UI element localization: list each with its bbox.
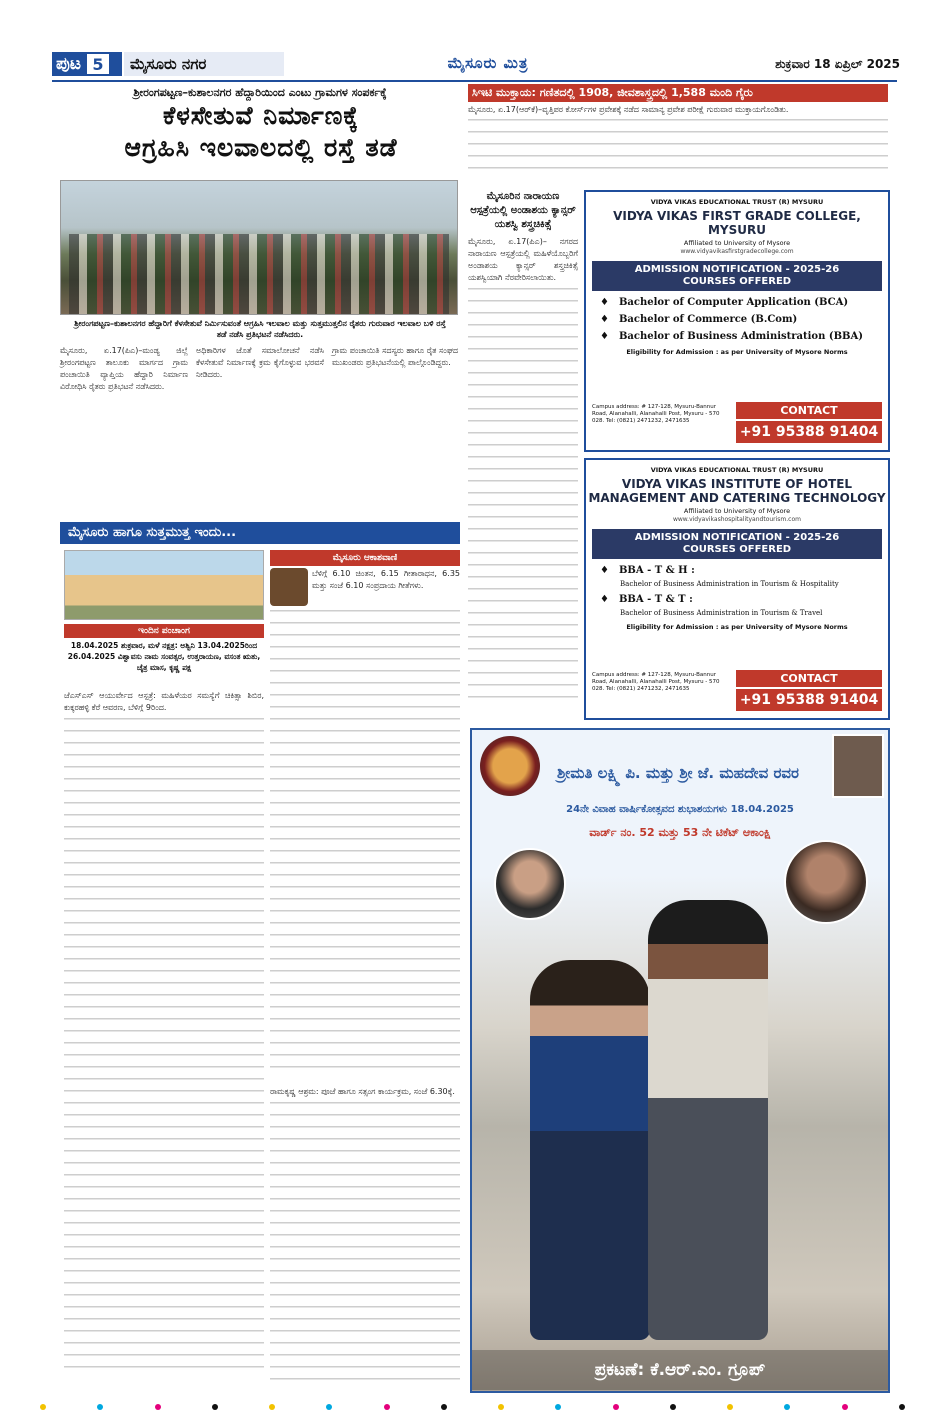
diamond-bullet-icon: ♦ (600, 594, 609, 605)
ad2-phone: +91 95388 91404 (736, 689, 882, 711)
ad1-phone: +91 95388 91404 (736, 421, 882, 443)
ad1-url: www.vidyavikasfirstgradecollege.com (680, 248, 794, 255)
diamond-bullet-icon: ♦ (600, 314, 609, 325)
ad-hotel-management (584, 458, 890, 720)
panchanga-text: 18.04.2025 ಶುಕ್ರವಾರ, ಮಳೆ ನಕ್ಷತ್ರ: ಅಶ್ವಿನಿ 13.04.2025ರಿಂದ 26.04.2025 ವಿಶ್ವಾವಸು ನಾಮ ಸಂವತ್ಸರ, ಉತ್ತರಾಯಣ, ವಸಂತ ಋತು, ಚೈತ್ರ ಮಾಸ, ಕೃಷ್ಣ ಪಕ್ಷ (67, 641, 261, 672)
panchanga-title: ಇಂದಿನ ಪಂಚಾಂಗ (64, 624, 264, 638)
ad1-course-label: Bachelor of Computer Application (BCA) (618, 297, 849, 308)
lead-body-col2 (196, 345, 324, 515)
lead-body-col1-text: ಮೈಸೂರು, ಏ.17(ಪಿಎ)–ಮಂಡ್ಯ ಜಿಲ್ಲೆ ಶ್ರೀರಂಗಪಟ್ಟಣ ತಾಲೂಕು ಮಾರ್ಗದ ಗ್ರಾಮ ಪಂಚಾಯಿತಿ ವ್ಯಾಪ್ತಿಯ ಹೆದ್ದಾರಿ ನಿರ್ಮಾಣ ವಿರೋಧಿಸಿ ರೈತರು ಪ್ರತಿಭಟನೆ ನಡೆಸಿದರು. (60, 346, 188, 391)
ad2-footer (592, 670, 882, 712)
ad2-college-name: VIDYA VIKAS INSTITUTE OF HOTEL MANAGEMENT AND CATERING TECHNOLOGY (588, 477, 886, 505)
ad1-notice (592, 261, 882, 291)
cet-body-text: ಮೈಸೂರು, ಏ.17(ಆರ್‌ಕೆ)–ವೃತ್ತಿಪರ ಕೋರ್ಸ್‌ಗಳ ಪ್ರವೇಶಕ್ಕೆ ನಡೆದ ಸಾಮಾನ್ಯ ಪ್ರವೇಶ ಪರೀಕ್ಷೆ ಗುರುವಾರ ಮುಕ್ತಾಯಗೊಂಡಿತು. (468, 105, 789, 114)
ad2-campus-address: Campus address: # 127-128, Mysuru-Bannur Road, Alanahalli, Alanahalli Post, Mysuru - 570 028. Tel: (0821) 2471232, 2471635 (592, 672, 720, 692)
diamond-bullet-icon: ♦ (600, 331, 609, 342)
ad1-notice-line2: COURSES OFFERED (682, 276, 792, 287)
cet-headline: ಸಿಇಟಿ ಮುಕ್ತಾಯ: ಗಣಿತದಲ್ಲಿ 1908, ಜೀವಶಾಸ್ತ್ರದಲ್ಲಿ 1,588 ಮಂದಿ ಗೈರು (468, 84, 888, 102)
ad1-notice-line1: ADMISSION NOTIFICATION - 2025-26 (634, 264, 840, 275)
section-name: ಮೈಸೂರು ನಗರ (124, 52, 284, 76)
lead-body-col3-text: ಗ್ರಾಮ ಪಂಚಾಯಿತಿ ಸದಸ್ಯರು ಹಾಗೂ ರೈತ ಸಂಘದ ಮುಖಂಡರು ಪ್ರತಿಭಟನೆಯಲ್ಲಿ ಪಾಲ್ಗೊಂಡಿದ್ದರು. (332, 346, 458, 367)
ad1-eligibility: Eligibility for Admission : as per University of Mysore Norms (626, 348, 848, 356)
ad-sponsor-footer: ಪ್ರಕಟಣೆ: ಕೆ.ಆರ್.ಎಂ. ಗ್ರೂಪ್ (472, 1350, 888, 1390)
radio-text: ಬೆಳಿಗ್ಗೆ 6.10 ಚಿಂತನ, 6.15 ಗೀತಾರಾಧನ, 6.35 ಮತ್ತು ಸಂಜೆ 6.10 ಸಂಪ್ರದಾಯ ಗೀತೆಗಳು. (312, 569, 460, 590)
print-registration-marks (40, 1402, 905, 1412)
hospital-story-body (468, 236, 578, 726)
radio-icon (270, 568, 308, 606)
diamond-bullet-icon: ♦ (600, 565, 609, 576)
ad1-course-label: Bachelor of Commerce (B.Com) (618, 314, 798, 325)
couple-photo-man (648, 900, 768, 1340)
celebrity-photo-left (494, 848, 566, 920)
ad1-college-name: VIDYA VIKAS FIRST GRADE COLLEGE, MYSURU (613, 209, 861, 237)
lead-photo-caption: ಶ್ರೀರಂಗಪಟ್ಟಣ–ಕುಶಾಲನಗರ ಹೆದ್ದಾರಿಗೆ ಕೆಳಸೇತುವೆ ನಿರ್ಮಿಸುವಂತೆ ಆಗ್ರಹಿಸಿ ಇಲವಾಲ ಮತ್ತು ಸುತ್ತಮುತ್ತಲಿನ ರೈತರು ಗುರುವಾರ ಇಲವಾಲ ಬಳಿ ರಸ್ತೆ ತಡೆ ನಡೆಸಿ ಪ್ರತಿಭಟನೆ ನಡೆಸಿದರು. (74, 319, 446, 339)
anniversary-text: 24ನೇ ವಿವಾಹ ವಾರ್ಷಿಕೋತ್ಸವದ ಶುಭಾಶಯಗಳು 18.04.2025 (566, 804, 794, 815)
ad2-affiliation: Affiliated to University of Mysore (683, 507, 791, 515)
ad2-course-label: BBA - T & T : (618, 594, 693, 605)
lead-headline-line2: ಆಗ್ರಹಿಸಿ ಇಲವಾಲದಲ್ಲಿ ರಸ್ತೆ ತಡೆ (124, 133, 398, 162)
header-rule (52, 80, 897, 82)
page-label: ಪುಟ (56, 54, 81, 74)
page-number: 5 (87, 54, 109, 74)
ad2-url: www.vidyavikashospitalityandtourism.com (672, 516, 801, 523)
couple-names: ಶ್ರೀಮತಿ ಲಕ್ಷ್ಮಿ ಪಿ. ಮತ್ತು ಶ್ರೀ ಜೆ. ಮಹದೇವ ರವರ (557, 764, 799, 782)
ad1-contact-label: CONTACT (736, 402, 882, 419)
hospital-story-title: ಮೈಸೂರಿನ ನಾರಾಯಣ ಆಸ್ಪತ್ರೆಯಲ್ಲಿ ಅಂಡಾಶಯ ಕ್ಯಾನ್ಸರ್ ಯಶಸ್ವಿ ಶಸ್ತ್ರಚಿಕಿತ್ಸೆ (470, 191, 576, 230)
ad2-notice (592, 529, 882, 559)
ad1-trust: VIDYA VIKAS EDUCATIONAL TRUST (R) MYSURU (650, 198, 824, 206)
lead-headline (62, 100, 460, 164)
ad1-affiliation: Affiliated to University of Mysore (683, 239, 791, 247)
ad1-campus-address: Campus address: # 127-128, Mysuru-Bannur Road, Alanahalli, Alanahalli Post, Mysuru - 570 028. Tel: (0821) 2471232, 2471635 (592, 404, 720, 424)
lead-body-col2-text: ಅಧಿಕಾರಿಗಳ ಜೊತೆ ಸಮಾಲೋಚನೆ ನಡೆಸಿ ಕೆಳಸೇತುವೆ ನಿರ್ಮಾಣಕ್ಕೆ ಕ್ರಮ ಕೈಗೊಳ್ಳುವ ಭರವಸೆ ನೀಡಿದರು. (196, 346, 324, 379)
ad2-course-item (600, 565, 888, 576)
ad2-eligibility: Eligibility for Admission : as per University of Mysore Norms (626, 623, 848, 631)
portrait-photo (832, 734, 884, 798)
cet-body (468, 104, 888, 184)
events-list-continued (270, 1086, 460, 1391)
ward-aspirant-text: ವಾರ್ಡ್ ನಂ. 52 ಮತ್ತು 53 ನೇ ಟಿಕೆಟ್ ಆಕಾಂಕ್ಷಿ (589, 826, 771, 839)
ad2-course-desc: Bachelor of Business Administration in Tourism & Travel (620, 609, 823, 617)
celebrity-photo-right (784, 840, 868, 924)
ad2-course-label: BBA - T & H : (618, 565, 695, 576)
ad1-course-item (600, 331, 888, 342)
ad1-course-item (600, 297, 888, 308)
hospital-story-text: ಮೈಸೂರು, ಏ.17(ಪಿಎ)– ನಗರದ ನಾರಾಯಣ ಆಸ್ಪತ್ರೆಯಲ್ಲಿ ಮಹಿಳೆಯೊಬ್ಬರಿಗೆ ಅಂಡಾಶಯ ಕ್ಯಾನ್ಸರ್ ಶಸ್ತ್ರಚಿಕಿತ್ಸೆ ಯಶಸ್ವಿಯಾಗಿ ನೆರವೇರಿಸಲಾಯಿತು. (468, 237, 578, 282)
mysore-palace-image (64, 550, 264, 620)
masthead-logo: ಮೈಸೂರು ಮಿತ್ರ (447, 54, 529, 72)
ad1-course-item (600, 314, 888, 325)
ad2-notice-line1: ADMISSION NOTIFICATION - 2025-26 (634, 532, 840, 543)
dateline: ಶುಕ್ರವಾರ 18 ಏಪ್ರಿಲ್ 2025 (775, 57, 900, 71)
lead-kicker: ಶ್ರೀರಂಗಪಟ್ಟಣ–ಕುಶಾಲನಗರ ಹೆದ್ದಾರಿಯಿಂದ ಎಂಟು ಗ್ರಾಮಗಳ ಸಂಪರ್ಕಕ್ಕೆ (133, 86, 387, 99)
protest-photo (60, 180, 458, 315)
lead-body-col3 (332, 345, 458, 515)
today-section-band: ಮೈಸೂರು ಹಾಗೂ ಸುತ್ತಮುತ್ತ ಇಂದು... (60, 522, 460, 544)
ad1-footer (592, 402, 882, 444)
events-text: ಜೆಎಸ್‌ಎಸ್ ಆಯುರ್ವೇದ ಆಸ್ಪತ್ರೆ: ಮಹಿಳೆಯರ ಸಮಸ್ಯೆಗೆ ಚಿಕಿತ್ಸಾ ಶಿಬಿರ, ಕುಕ್ಕರಹಳ್ಳಿ ಕೆರೆ ಆವರಣ, ಬೆಳಿಗ್ಗೆ 9ರಿಂದ. (64, 691, 264, 712)
couple-photo-woman (530, 960, 650, 1340)
radio-schedule (270, 568, 460, 1080)
lead-headline-line1: ಕೆಳಸೇತುವೆ ನಿರ್ಮಾಣಕ್ಕೆ (162, 101, 360, 130)
page-number-tag (52, 52, 122, 76)
ad2-notice-line2: COURSES OFFERED (682, 544, 792, 555)
events-text2: ರಾಮಕೃಷ್ಣ ಆಶ್ರಮ: ಪೂಜೆ ಹಾಗೂ ಸತ್ಸಂಗ ಕಾರ್ಯಕ್ರಮ, ಸಂಜೆ 6.30ಕ್ಕೆ. (270, 1087, 455, 1096)
diamond-bullet-icon: ♦ (600, 297, 609, 308)
lead-body-col1 (60, 345, 188, 515)
ad2-course-item (600, 594, 888, 605)
ad-first-grade-college (584, 190, 890, 452)
ad2-contact-label: CONTACT (736, 670, 882, 687)
ad2-course-desc: Bachelor of Business Administration in Tourism & Hospitality (620, 580, 839, 588)
radio-title: ಮೈಸೂರು ಆಕಾಶವಾಣಿ (270, 550, 460, 566)
ad2-trust: VIDYA VIKAS EDUCATIONAL TRUST (R) MYSURU (650, 466, 824, 474)
ad1-course-label: Bachelor of Business Administration (BBA) (618, 331, 863, 342)
events-list (64, 690, 264, 1390)
